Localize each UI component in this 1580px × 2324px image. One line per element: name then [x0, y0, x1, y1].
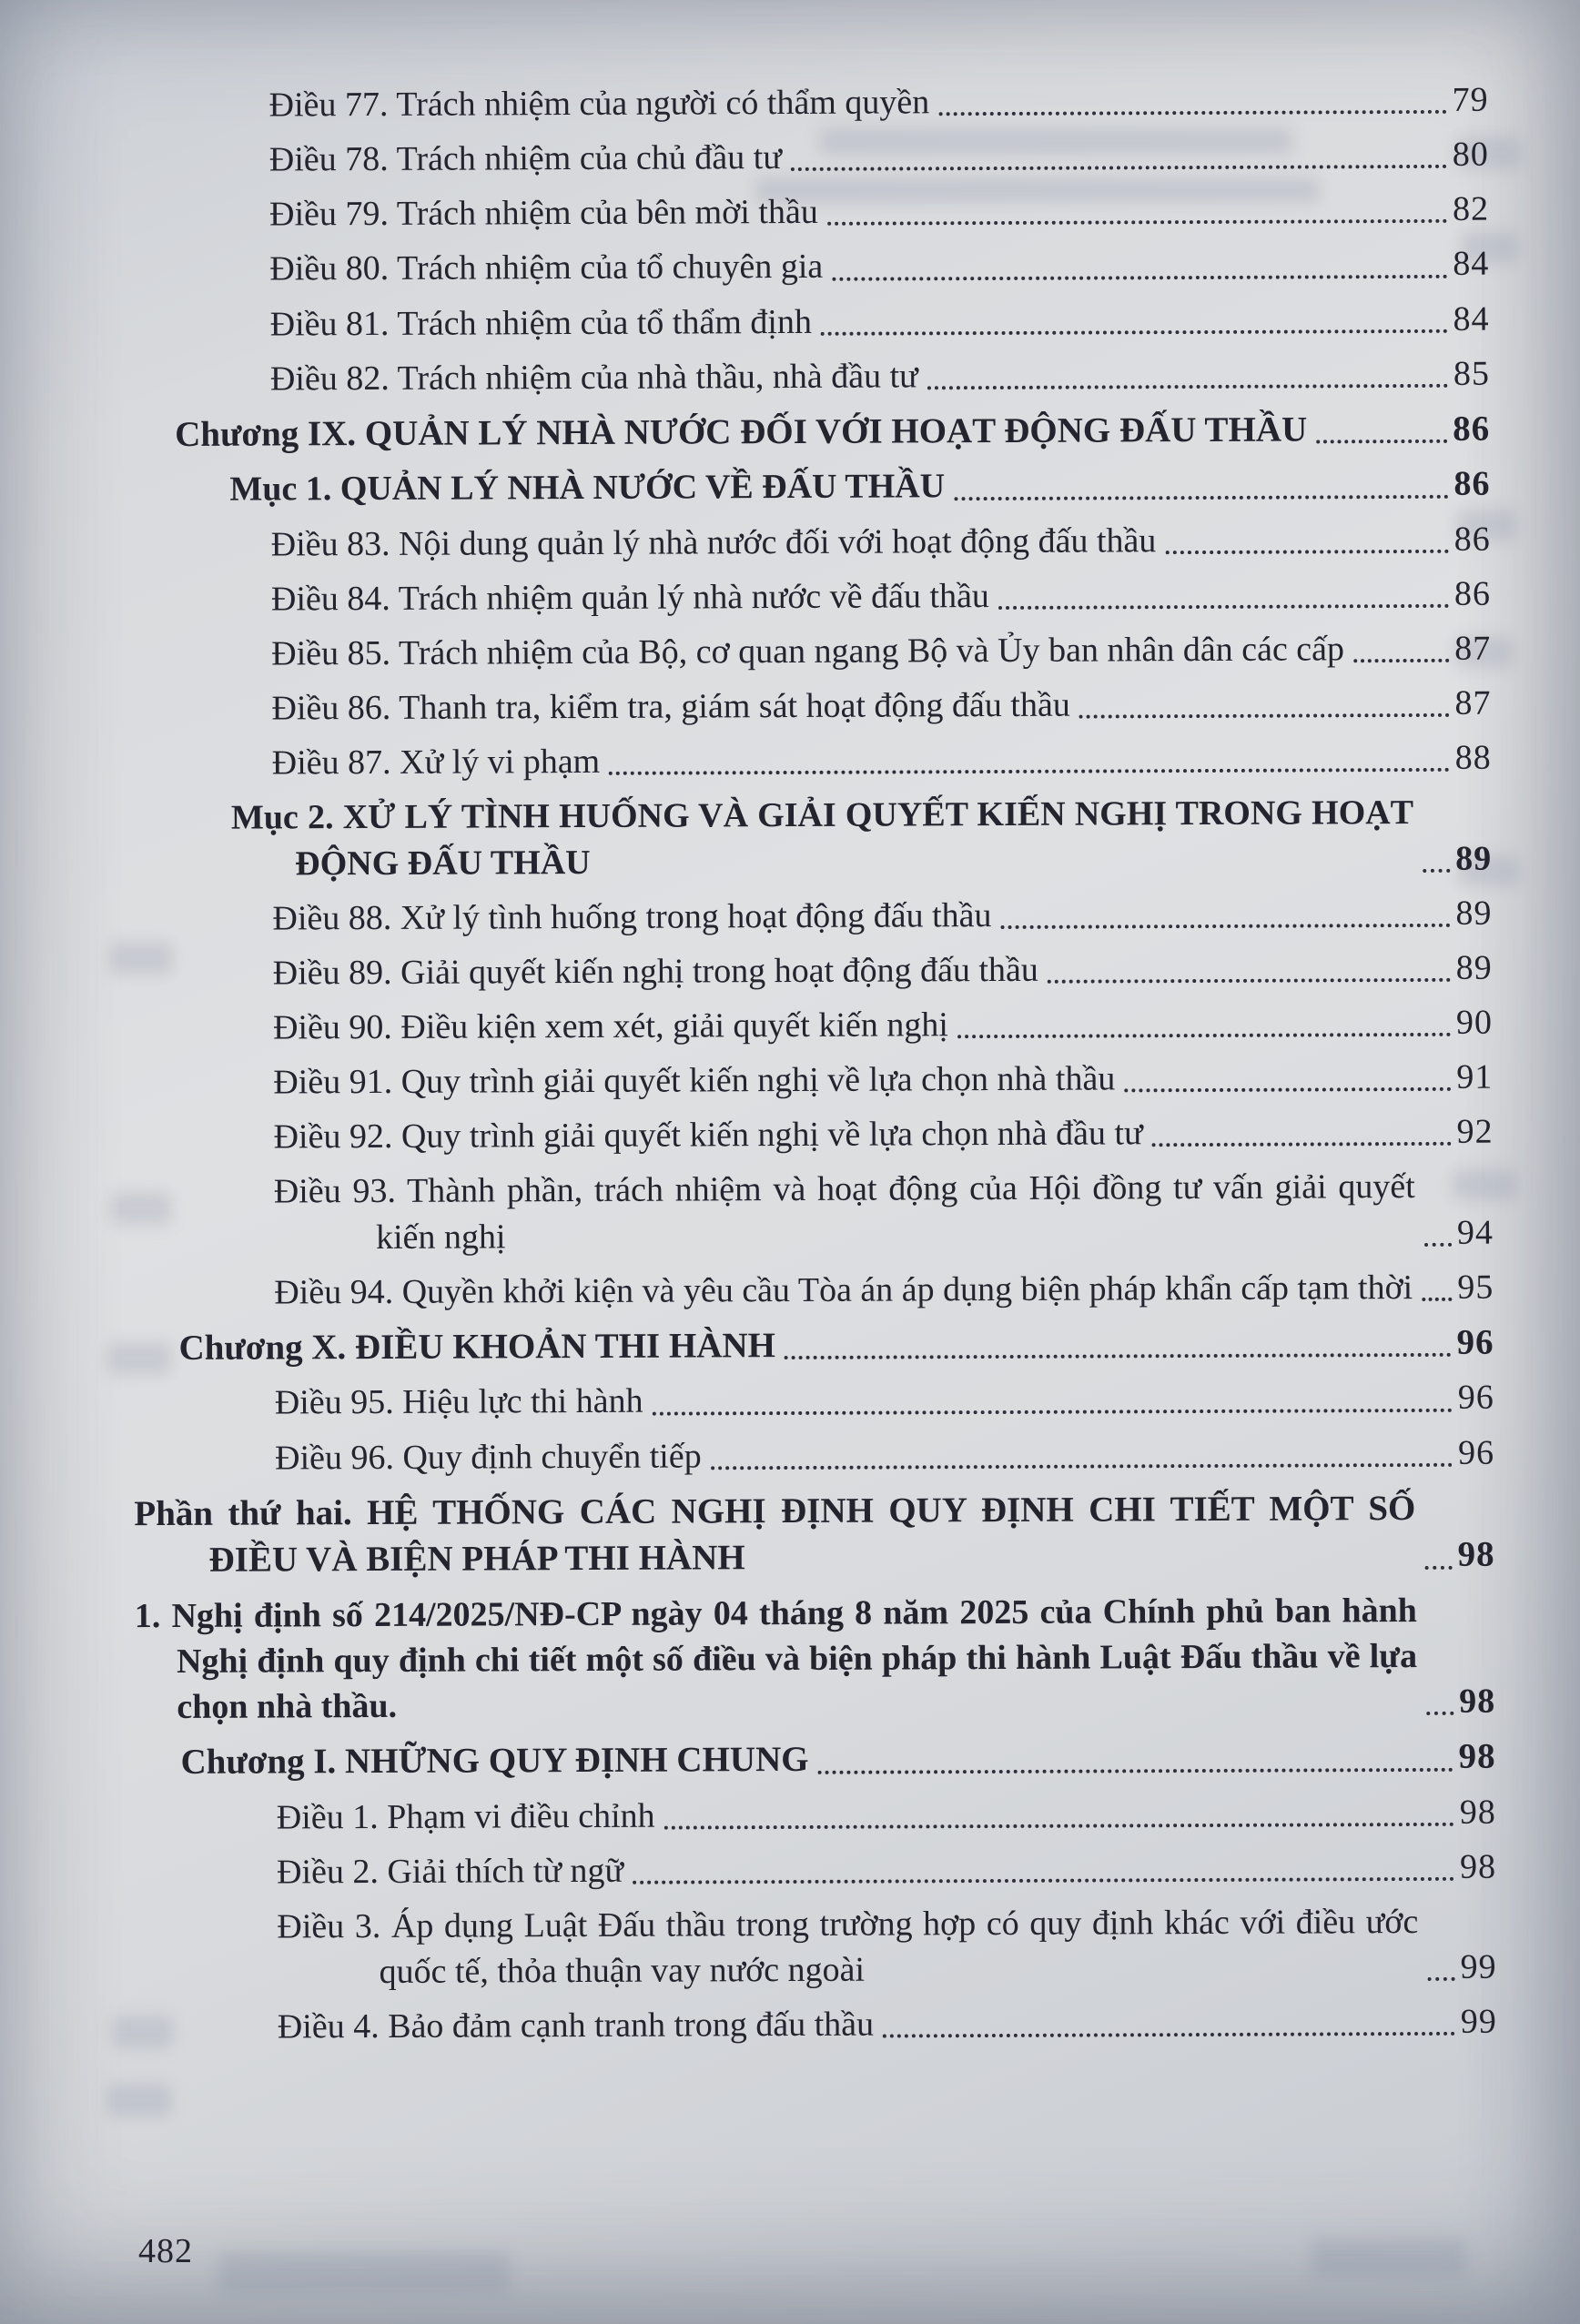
dotted-leader — [883, 2032, 1455, 2038]
toc-entry-label: Chương I. NHỮNG QUY ĐỊNH CHUNG — [180, 1740, 809, 1783]
toc-entry-page-number: 99 — [1460, 1947, 1497, 1986]
toc-entry-page-number: 92 — [1456, 1112, 1494, 1152]
toc-entry-page-number: 98 — [1459, 1793, 1496, 1832]
toc-entry — [268, 77, 1488, 128]
toc-entry — [269, 132, 1489, 183]
toc-entry-page-number: 86 — [1453, 574, 1492, 613]
page-number: 482 — [138, 2232, 193, 2270]
dotted-leader — [633, 1877, 1454, 1884]
toc-entry-page-number: 87 — [1454, 683, 1492, 722]
toc-entry-page-number: 86 — [1453, 520, 1491, 559]
toc-entry-label: Điều 83. Nội dung quản lý nhà nước đối với hoạt động đấu thầu — [270, 520, 1157, 564]
toc-entry-page-number: 98 — [1458, 1736, 1496, 1776]
dotted-leader — [1152, 1142, 1452, 1147]
toc-entry-label: Điều 84. Trách nhiệm quản lý nhà nước về đấu thầu — [270, 576, 989, 619]
toc-entry-label: Mục 2. XỬ LÝ TÌNH HUỐNG VÀ GIẢI QUYẾT KIẾN NGHỊ TRONG HOẠT ĐỘNG ĐẤU THẦU — [230, 793, 1414, 883]
dotted-leader — [927, 384, 1448, 389]
dotted-leader — [711, 1463, 1453, 1470]
toc-entry-label: Điều 85. Trách nhiệm của Bộ, cơ quan ngang Bộ và Ủy ban nhân dân các cấp — [271, 630, 1345, 673]
toc-entry-label: Điều 4. Bảo đảm cạnh tranh trong đấu thầu — [277, 2005, 875, 2046]
toc-entry — [274, 1264, 1494, 1315]
toc-entry — [277, 1789, 1496, 1840]
toc-entry-label: Chương X. ĐIỀU KHOẢN THI HÀNH — [178, 1325, 776, 1368]
dotted-leader — [1425, 1565, 1453, 1569]
toc-entry-label: Điều 80. Trách nhiệm của tổ chuyên gia — [269, 248, 824, 288]
toc-entry-label: Điều 88. Xử lý tình huống trong hoạt động đấu thầu — [272, 895, 992, 938]
toc-entry — [270, 350, 1490, 401]
toc-entry — [273, 1000, 1493, 1051]
toc-entry-page-number: 99 — [1460, 2002, 1497, 2041]
toc-entry — [273, 1055, 1493, 1106]
toc-entry — [229, 461, 1490, 512]
dotted-leader — [1426, 1712, 1453, 1715]
toc-entry — [134, 1484, 1494, 1583]
toc-entry-page-number: 98 — [1459, 1682, 1496, 1721]
toc-entry-page-number: 98 — [1457, 1534, 1495, 1574]
dotted-leader — [664, 1823, 1454, 1830]
toc-entry — [277, 1898, 1496, 1995]
showthrough-ghost — [1311, 2238, 1465, 2277]
toc-entry-label: Điều 77. Trách nhiệm của người có thẩm quyền — [268, 83, 930, 125]
toc-entry-page-number: 84 — [1453, 299, 1490, 338]
toc-entry-label: Điều 2. Giải thích từ ngữ — [276, 1851, 624, 1892]
toc-entry — [178, 1319, 1494, 1372]
dotted-leader — [1079, 713, 1450, 719]
toc-entry-page-number: 84 — [1453, 245, 1490, 284]
showthrough-ghost — [218, 2252, 510, 2294]
toc-entry-page-number: 96 — [1457, 1433, 1495, 1472]
toc-entry-label: Điều 91. Quy trình giải quyết kiến nghị về lựa chọn nhà thầu — [273, 1059, 1116, 1102]
dotted-leader — [1001, 924, 1451, 929]
dotted-leader — [1353, 659, 1449, 662]
toc-entry-label: Điều 82. Trách nhiệm của nhà thầu, nhà đầu tư — [269, 357, 918, 399]
toc-entry-page-number: 94 — [1456, 1213, 1494, 1252]
toc-entry-label: Điều 81. Trách nhiệm của tổ thẩm định — [269, 302, 812, 344]
toc-entry-label: Điều 1. Phạm vi điều chỉnh — [276, 1796, 655, 1837]
dotted-leader — [609, 768, 1450, 775]
toc-entry-label: Chương IX. QUẢN LÝ NHÀ NƯỚC ĐỐI VỚI HOẠT ĐỘNG ĐẤU THẦU — [175, 409, 1308, 454]
toc-entry-label: Điều 95. Hiệu lực thi hành — [274, 1382, 643, 1422]
toc-entry-label: Điều 86. Thanh tra, kiểm tra, giám sát hoạt động đấu thầu — [271, 685, 1070, 728]
toc-entry-label: Điều 79. Trách nhiệm của bên mời thầu — [269, 193, 818, 234]
showthrough-ghost — [107, 2084, 171, 2117]
toc-entry — [278, 1999, 1497, 2050]
toc-entry — [273, 1109, 1493, 1160]
toc-entry-page-number: 86 — [1453, 465, 1491, 504]
toc-entry — [269, 187, 1489, 237]
toc-entry — [175, 406, 1490, 459]
toc-entry — [271, 681, 1491, 732]
toc-entry — [275, 1430, 1494, 1480]
toc-entry — [272, 735, 1492, 786]
dotted-leader — [785, 1353, 1452, 1359]
dotted-leader — [1422, 1298, 1452, 1301]
toc-entry-page-number: 89 — [1455, 894, 1493, 933]
dotted-leader — [1428, 1977, 1455, 1981]
toc-entry — [231, 790, 1492, 886]
dotted-leader — [1316, 440, 1447, 444]
toc-entry — [135, 1587, 1496, 1730]
toc-entry — [269, 241, 1489, 292]
toc-entry — [272, 890, 1492, 941]
toc-entry-page-number: 87 — [1454, 629, 1492, 668]
toc-entry — [277, 1844, 1496, 1895]
toc-entry-label: Điều 93. Thành phần, trách nhiệm và hoạt động của Hội đồng tư vấn giải quyết kiến nghị — [273, 1167, 1415, 1257]
dotted-leader — [832, 274, 1447, 280]
toc-entry — [275, 1375, 1494, 1426]
toc-entry — [271, 571, 1491, 621]
dotted-leader — [938, 110, 1446, 116]
toc-entry-page-number: 89 — [1455, 839, 1493, 878]
toc-entry-page-number: 80 — [1452, 135, 1489, 174]
dotted-leader — [957, 1033, 1451, 1038]
dotted-leader — [1048, 978, 1451, 984]
toc-entry-page-number: 86 — [1453, 409, 1491, 449]
toc-entry-label: Điều 87. Xử lý vi phạm — [271, 743, 601, 783]
toc-entry-page-number: 88 — [1454, 738, 1492, 777]
toc-entry-label: Điều 78. Trách nhiệm của chủ đầu tư — [268, 138, 782, 179]
toc-entry-page-number: 85 — [1453, 354, 1490, 393]
toc-entry-page-number: 89 — [1455, 948, 1493, 987]
toc-entry-page-number: 91 — [1456, 1057, 1494, 1096]
dotted-leader — [998, 604, 1449, 610]
dotted-leader — [821, 329, 1448, 336]
toc-entry-label: 1. Nghị định số 214/2025/NĐ-CP ngày 04 tháng 8 năm 2025 của Chính phủ ban hành Nghị định quy định chi tiết một số điều và biện pháp thi hành Luật Đấu thầu về lựa chọn nhà thầu. — [134, 1591, 1418, 1726]
dotted-leader — [1124, 1087, 1451, 1093]
toc-entry-label: Điều 96. Quy định chuyển tiếp — [274, 1436, 702, 1478]
toc-entry-label: Mục 1. QUẢN LÝ NHÀ NƯỚC VỀ ĐẤU THẦU — [229, 467, 946, 510]
dotted-leader — [1424, 1243, 1452, 1247]
toc-entry-label: Điều 3. Áp dụng Luật Đấu thầu trong trường hợp có quy định khác với điều ước quốc tế, thỏa thuận vay nước ngoài — [277, 1902, 1419, 1992]
page-footer — [138, 2231, 193, 2271]
toc-entry-page-number: 82 — [1453, 189, 1490, 229]
toc-entry-page-number: 79 — [1452, 80, 1489, 119]
toc-entry — [270, 296, 1490, 347]
toc-entry — [273, 945, 1493, 995]
toc-entry-label: Điều 90. Điều kiện xem xét, giải quyết kiến nghị — [272, 1005, 948, 1047]
toc-entry-page-number: 96 — [1457, 1379, 1494, 1418]
toc-entry — [180, 1733, 1495, 1786]
toc-entry-label: Điều 89. Giải quyết kiến nghị trong hoạt động đấu thầu — [272, 950, 1038, 993]
dotted-leader — [791, 165, 1447, 171]
toc-entry-label: Điều 94. Quyền khởi kiện và yêu cầu Tòa án áp dụng biện pháp khẩn cấp tạm thời — [274, 1268, 1413, 1312]
dotted-leader — [827, 219, 1447, 226]
toc-entry-label: Điều 92. Quy trình giải quyết kiến nghị về lựa chọn nhà đầu tư — [273, 1114, 1143, 1157]
toc-entry — [271, 626, 1491, 677]
dotted-leader — [954, 494, 1448, 500]
toc-entry — [271, 516, 1491, 567]
dotted-leader — [1423, 868, 1450, 872]
toc-entry-page-number: 96 — [1456, 1322, 1494, 1362]
dotted-leader — [1165, 550, 1448, 554]
toc-entry — [274, 1164, 1494, 1260]
toc-entry-page-number: 98 — [1459, 1847, 1497, 1886]
dotted-leader — [818, 1767, 1453, 1773]
toc-entry-page-number: 95 — [1457, 1268, 1494, 1307]
toc-entry-page-number: 90 — [1455, 1003, 1494, 1042]
dotted-leader — [653, 1408, 1453, 1415]
toc-entry-label: Phần thứ hai. HỆ THỐNG CÁC NGHỊ ĐỊNH QUY ĐỊNH CHI TIẾT MỘT SỐ ĐIỀU VÀ BIỆN PHÁP THI HÀNH — [134, 1488, 1416, 1580]
